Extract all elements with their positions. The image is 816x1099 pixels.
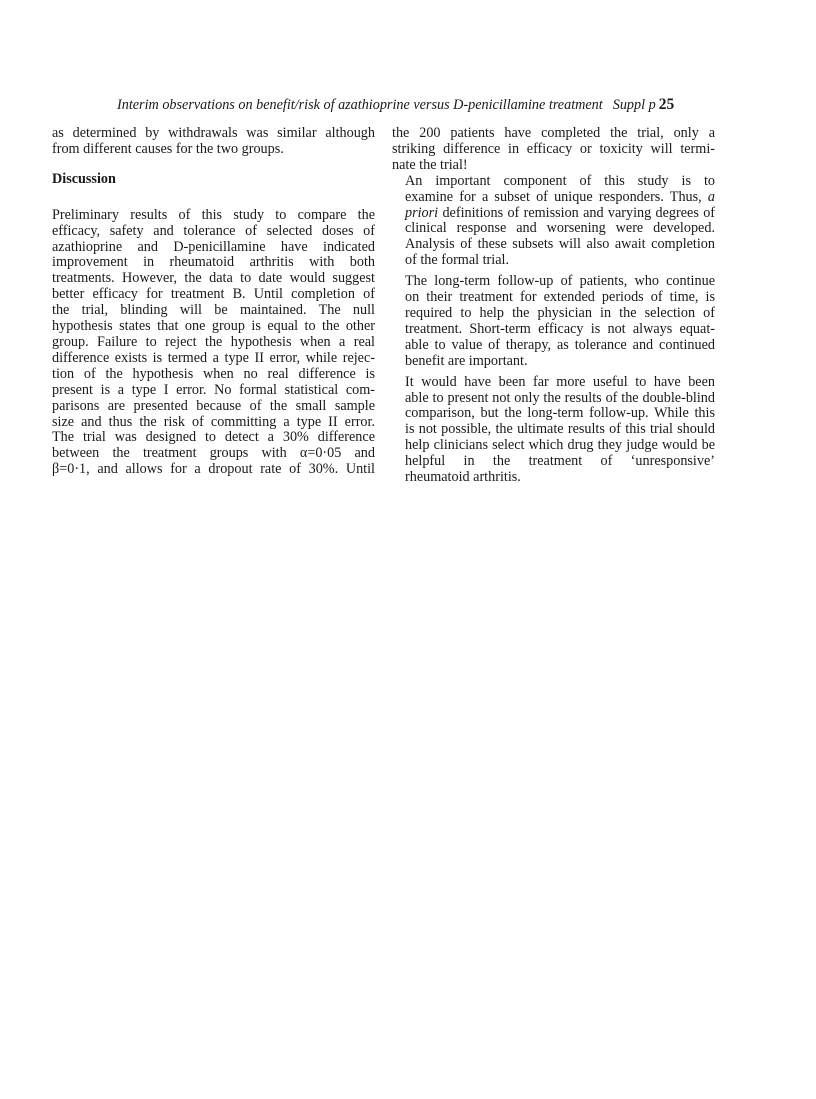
text-line: parisons are presented because of the small sample [52,397,375,414]
text-line: benefit are important. [405,352,528,369]
text-line: clinical response and worsening were developed. [405,220,715,237]
text-segment: examine for a subset of unique responders. Thus, [405,188,702,205]
supplement-label: Suppl p [612,97,656,113]
section-heading-discussion: Discussion [52,170,116,187]
text-line: nate the trial! [392,156,468,173]
text-line: able to present not only the results of the double-blind [405,389,715,406]
text-line: as determined by withdrawals was similar although [52,125,375,141]
text-line: the 200 patients have completed the trial, only a [392,125,715,141]
text-line: An important component of this study is to [405,172,715,189]
running-title: Interim observations on benefit/risk of azathioprine versus D-penicillamine treatment [117,97,603,113]
text-line: better efficacy for treatment B. Until completion of [52,286,375,303]
text-line: present is a type I error. No formal statistical com- [52,381,375,398]
continued-paragraph [52,126,375,158]
text-line: the trial, blinding will be maintained. The null [52,302,375,319]
text-line: rheumatoid arthritis. [405,469,521,486]
text-line: Preliminary results of this study to compare the [52,206,375,223]
running-header [117,96,723,114]
text-line: treatment. Short-term efficacy is not always equat- [405,320,715,337]
text-line: treatments. However, the data to date would suggest [52,270,375,287]
discussion-paragraph [52,208,375,478]
italic-text: priori [405,204,439,221]
paragraph-subsets [392,174,715,269]
text-line: size and thus the risk of committing a type II error. [52,413,375,430]
right-column [392,126,715,486]
text-line: help clinicians select which drug they judge would be [405,437,715,454]
paragraph-long-term-follow-up [392,274,715,369]
text-line: tion of the hypothesis when no real difference is [52,365,375,382]
text-line: β=0·1, and allows for a dropout rate of 30%. Until [52,461,375,478]
text-line: helpful in the treatment of ‘unresponsive’ [405,453,715,470]
text-line: from different causes for the two groups. [52,140,284,157]
text-line: It would have been far more useful to have been [405,373,715,390]
text-line: required to help the physician in the selection of [405,304,715,321]
text-line: difference exists is termed a type II error, while rejec- [52,349,375,366]
text-line: improvement in rheumatoid arthritis with both [52,254,375,271]
text-line: hypothesis states that one group is equal to the other [52,318,375,335]
text-line: The trial was designed to detect a 30% difference [52,429,375,446]
text-line: striking difference in efficacy or toxicity will termi- [392,140,715,157]
text-line: efficacy, safety and tolerance of selected doses of [52,222,375,239]
paragraph-conclusion [392,375,715,486]
page-number: 25 [658,96,675,113]
text-line [392,206,715,222]
text-segment: definitions of remission and varying degrees of [442,204,716,221]
text-line: azathioprine and D-penicillamine have indicated [52,238,375,255]
text-line: of the formal trial. [405,252,510,269]
text-line: between the treatment groups with α=0·05 and [52,445,375,462]
text-line: Analysis of these subsets will also await completion [405,236,715,253]
italic-text: a [707,188,715,205]
text-line [392,190,715,206]
text-line: group. Failure to reject the hypothesis when a real [52,333,375,350]
text-line: comparison, but the long-term follow-up. While this [405,405,715,422]
text-line: able to value of therapy, as tolerance and continued [405,336,715,353]
text-line: The long-term follow-up of patients, who continue [405,273,715,290]
paragraph-trial-completion [392,126,715,174]
text-line: on their treatment for extended periods of time, is [405,289,715,306]
text-line: is not possible, the ultimate results of this trial should [405,421,715,438]
left-column [52,126,375,478]
